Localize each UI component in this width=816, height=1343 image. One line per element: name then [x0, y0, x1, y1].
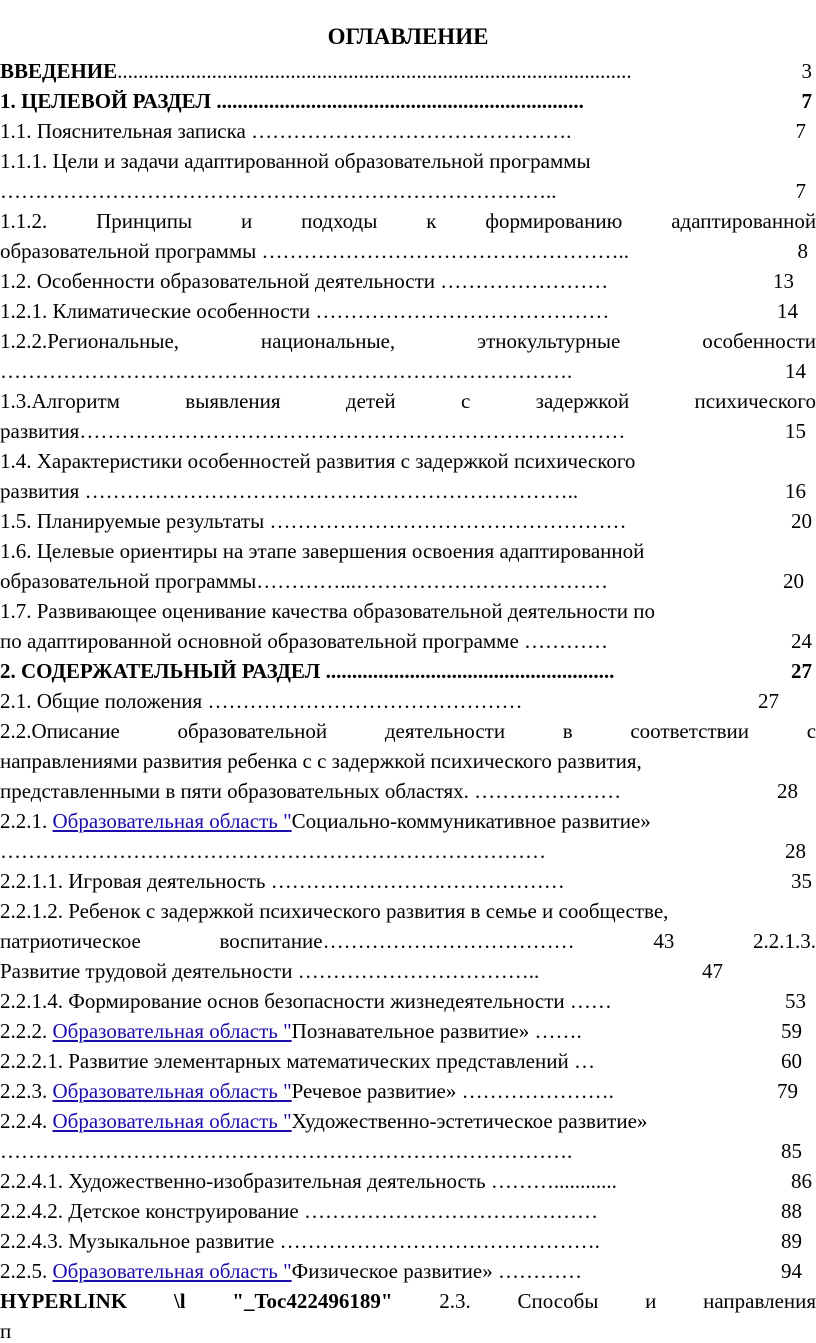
toc-page: 86 [791, 1169, 812, 1193]
toc-page: 89 [781, 1229, 802, 1253]
toc-leader: …………………. [456, 1079, 614, 1103]
toc-label: направлениями развития ребенка с с задержкой психического развития, [0, 749, 642, 773]
toc-entry-2-2-1-4[interactable] [0, 986, 816, 1016]
toc-label: 2.1. Общие положения [0, 689, 203, 713]
toc-leader: ………………………………………. [245, 119, 572, 143]
toc-entry-2-2-1-3[interactable] [0, 956, 816, 986]
toc-page: 3 [801, 59, 812, 83]
toc-entry-1-1-1[interactable] [0, 146, 816, 176]
toc-num: 2.2.1.3. [753, 929, 816, 953]
toc-word: особенности [702, 329, 816, 353]
toc-leader: …………………………………………….. [256, 239, 629, 263]
toc-entry-2-2-2[interactable] [0, 1016, 816, 1046]
toc-hyperlink[interactable]: Образовательная область " [52, 1019, 292, 1043]
toc-leader: ……. [529, 1019, 582, 1043]
toc-leader: …………...……………………………… [256, 569, 608, 593]
toc-leader: …… [564, 989, 612, 1013]
toc-word: подходы [301, 209, 378, 233]
toc-entry-2-2-cont-2[interactable] [0, 776, 816, 806]
toc-label: 1. ЦЕЛЕВОЙ РАЗДЕЛ [0, 89, 212, 113]
toc-entry-2-3[interactable] [0, 1286, 816, 1316]
toc-leader: ………………………………………………………………………. [0, 1139, 573, 1163]
toc-word: соответствии [630, 719, 750, 743]
toc-word: образовательной [177, 719, 328, 743]
toc-leader: …………………… [435, 269, 609, 293]
toc-word: деятельности [384, 719, 506, 743]
toc-label: 1.7. Развивающее оценивание качества образовательной деятельности по [0, 599, 656, 623]
toc-word: детей [345, 389, 396, 413]
toc-entry-1-4-cont[interactable] [0, 476, 816, 506]
toc-word: воспитание [219, 929, 323, 953]
toc-page: 85 [781, 1139, 802, 1163]
toc-leader: ………………………………………………………………………. [0, 359, 573, 383]
toc-label: развития [0, 419, 80, 443]
toc-label: по адаптированной основной образовательной программе [0, 629, 519, 653]
toc-label: 2.2.4.1. Художественно-изобразительная деятельность [0, 1169, 486, 1193]
toc-page: 24 [791, 629, 812, 653]
toc-entry-2-1[interactable] [0, 686, 816, 716]
toc-leader: ………………… [468, 779, 622, 803]
toc-word: выявления [185, 389, 281, 413]
toc-entry-1-4[interactable] [0, 446, 816, 476]
toc-leader: …………………………………… [298, 1199, 598, 1223]
toc-leader: ………… [492, 1259, 582, 1283]
toc-word: 1.1.2. [0, 209, 48, 233]
toc-entry-2-2-4-2[interactable] [0, 1196, 816, 1226]
toc-entry-2-2-1-1[interactable] [0, 866, 816, 896]
toc-label: 1.2.1. Климатические особенности [0, 299, 311, 323]
toc-page: 47 [702, 959, 723, 983]
hyperlink-field-code: HYPERLINK \l "_Toc422496189" [0, 1289, 393, 1313]
toc-label: Художественно-эстетическое развитие» [291, 1109, 648, 1133]
toc-word: с [806, 719, 816, 743]
toc-entry-intro[interactable] [0, 56, 816, 86]
toc-entry-1-1-1-cont[interactable] [0, 176, 816, 206]
toc-truncated-line [0, 1316, 816, 1343]
toc-label: Познавательное развитие» [291, 1019, 530, 1043]
toc-entry-section-1[interactable] [0, 86, 816, 116]
toc-label: 1.1. Пояснительная записка [0, 119, 246, 143]
toc-entry-2-2-4[interactable] [0, 1106, 816, 1136]
toc-page: 53 [785, 989, 806, 1013]
toc-label: 2.2.4.3. Музыкальное развитие [0, 1229, 275, 1253]
toc-entry-2-2-3[interactable] [0, 1076, 816, 1106]
toc-label: образовательной программы [0, 239, 257, 263]
toc-label: ВВЕДЕНИЕ [0, 59, 118, 83]
toc-hyperlink[interactable]: Образовательная область " [52, 809, 292, 833]
toc-entry-1-2-2[interactable] [0, 326, 816, 356]
toc-entry-1-6[interactable] [0, 536, 816, 566]
toc-word: направления [703, 1289, 816, 1313]
toc-page: 94 [781, 1259, 802, 1283]
toc-leader: …………………………………………………………….. [79, 479, 579, 503]
toc-label: 1.6. Целевые ориентиры на этапе завершения освоения адаптированной [0, 539, 645, 563]
toc-word: с [461, 389, 471, 413]
toc-hyperlink[interactable]: Образовательная область " [52, 1109, 292, 1133]
toc-page: 43 [653, 929, 675, 953]
toc-entry-2-2-1-2-cont[interactable] [0, 926, 816, 956]
toc-num: 2.2.3. [0, 1079, 53, 1103]
toc-page: 7 [795, 119, 806, 143]
toc-leader: …………………………………………………………………… [79, 419, 626, 443]
toc-page: 60 [781, 1049, 802, 1073]
toc-page: 20 [783, 569, 804, 593]
toc-page: 7 [795, 179, 806, 203]
toc-leader: ...................................................................... [211, 89, 584, 113]
toc-word: этнокультурные [477, 329, 621, 353]
toc-label: 2. СОДЕРЖАТЕЛЬНЫЙ РАЗДЕЛ [0, 659, 321, 683]
toc-entry-1-1[interactable] [0, 116, 816, 146]
toc-label: образовательной программы [0, 569, 257, 593]
toc-num: 2.2.4. [0, 1109, 53, 1133]
toc-entry-2-2-4-cont[interactable] [0, 1136, 816, 1166]
toc-hyperlink[interactable]: Образовательная область " [52, 1079, 292, 1103]
toc-leader: ………………………………………. [274, 1229, 600, 1253]
toc-entry-1-1-2-cont[interactable] [0, 236, 816, 266]
toc-leader: …………………………………… [265, 869, 565, 893]
toc-label: 2.2.1.4. Формирование основ безопасности жизнедеятельности [0, 989, 565, 1013]
toc-word: Принципы [96, 209, 193, 233]
toc-leader: ………............ [485, 1169, 617, 1193]
toc-page: 27 [758, 689, 779, 713]
toc-word: патриотическое [0, 929, 141, 953]
toc-leader: ....................................................... [320, 659, 615, 683]
toc-entry-2-2-4-3[interactable] [0, 1226, 816, 1256]
toc-word: адаптированной [671, 209, 816, 233]
toc-entry-1-7[interactable] [0, 596, 816, 626]
toc-label: Социально-коммуникативное развитие» [291, 809, 651, 833]
toc-word: и [645, 1289, 657, 1313]
toc-entry-1-2-2-cont[interactable] [0, 356, 816, 386]
toc-label: 2.2.2.1. Развитие элементарных математических представлений [0, 1049, 569, 1073]
toc-page: 28 [785, 839, 806, 863]
toc-label: 2.2.1.2. Ребенок с задержкой психического развития в семье и сообществе, [0, 899, 669, 923]
toc-entry-2-2-4-1[interactable] [0, 1166, 816, 1196]
toc-entry-2-2-1-2[interactable] [0, 896, 816, 926]
toc-label: 1.2. Особенности образовательной деятельности [0, 269, 436, 293]
toc-word: 2.2.Описание [0, 719, 120, 743]
toc-page: 28 [777, 779, 798, 803]
toc-label: 1.1.1. Цели и задачи адаптированной образовательной программы [0, 149, 591, 173]
toc-entry-2-2-cont-1[interactable] [0, 746, 816, 776]
toc-entry-1-5[interactable] [0, 506, 816, 536]
toc-label: Развитие трудовой деятельности [0, 959, 293, 983]
toc-leader: …………………………………………………………………… [0, 839, 546, 863]
toc-label: развития [0, 479, 80, 503]
toc-num: 2.2.5. [0, 1259, 53, 1283]
toc-leader: ……………………………… [322, 929, 575, 953]
toc-num: 2.2.2. [0, 1019, 53, 1043]
toc-page: 7 [801, 89, 812, 113]
toc-leader: .................................................................................................. [117, 59, 632, 83]
toc-leader: … [568, 1049, 595, 1073]
toc-word: национальные, [260, 329, 396, 353]
toc-word: в [562, 719, 573, 743]
toc-label: 2.2.1.1. Игровая деятельность [0, 869, 266, 893]
toc-page: 14 [777, 299, 798, 323]
toc-word: Способы [517, 1289, 599, 1313]
toc-label: Физическое развитие» [291, 1259, 493, 1283]
toc-label: 2.2.4.2. Детское конструирование [0, 1199, 299, 1223]
toc-page: 27 [791, 659, 812, 683]
toc-word: формированию [485, 209, 623, 233]
toc-page: 79 [777, 1079, 798, 1103]
toc-word: к [426, 209, 437, 233]
toc-entry-1-2[interactable] [0, 266, 816, 296]
toc-fragment: п [0, 1319, 12, 1343]
toc-entry-1-2-1[interactable] [0, 296, 816, 326]
toc-word: 1.2.2.Региональные, [0, 329, 180, 353]
toc-page: 13 [773, 269, 794, 293]
toc-page: 14 [785, 359, 806, 383]
toc-entry-1-6-cont[interactable] [0, 566, 816, 596]
toc-entry-2-2-2-1[interactable] [0, 1046, 816, 1076]
toc-label: Речевое развитие» [291, 1079, 457, 1103]
toc-entry-2-2-5[interactable] [0, 1256, 816, 1286]
toc-entry-1-1-2[interactable] [0, 206, 816, 236]
toc-entry-1-7-cont[interactable] [0, 626, 816, 656]
toc-word: 1.3.Алгоритм [0, 389, 120, 413]
toc-page: 16 [785, 479, 806, 503]
toc-page: 20 [791, 509, 812, 533]
toc-word: и [241, 209, 253, 233]
toc-entry-section-2[interactable] [0, 656, 816, 686]
toc-leader: …………………………………………… [264, 509, 627, 533]
toc-leader: ……………………………………… [202, 689, 523, 713]
toc-page: 59 [781, 1019, 802, 1043]
toc-leader: …………………………………… [310, 299, 610, 323]
toc-entry-2-2-1-cont[interactable] [0, 836, 816, 866]
toc-entry-2-2[interactable] [0, 716, 816, 746]
toc-entry-1-3-cont[interactable] [0, 416, 816, 446]
toc-hyperlink[interactable]: Образовательная область " [52, 1259, 292, 1283]
toc-word: психического [694, 389, 816, 413]
toc-num: 2.2.1. [0, 809, 53, 833]
toc-leader: …………………………….. [292, 959, 540, 983]
toc-leader: …………………………………………………………………….. [0, 179, 557, 203]
toc-page: 88 [781, 1199, 802, 1223]
toc-entry-1-3[interactable] [0, 386, 816, 416]
page-title: ОГЛАВЛЕНИЕ [327, 24, 489, 49]
toc-entry-2-2-1[interactable] [0, 806, 816, 836]
toc-page: 8 [797, 239, 808, 263]
toc-page: 15 [785, 419, 806, 443]
toc-label: представленными в пяти образовательных областях. [0, 779, 469, 803]
toc-word: 2.3. [439, 1289, 471, 1313]
toc-label: 1.5. Планируемые результаты [0, 509, 265, 533]
toc-word: задержкой [535, 389, 630, 413]
toc-leader: ………… [518, 629, 609, 653]
toc-label: 1.4. Характеристики особенностей развития с задержкой психического [0, 449, 636, 473]
toc-page: 35 [791, 869, 812, 893]
